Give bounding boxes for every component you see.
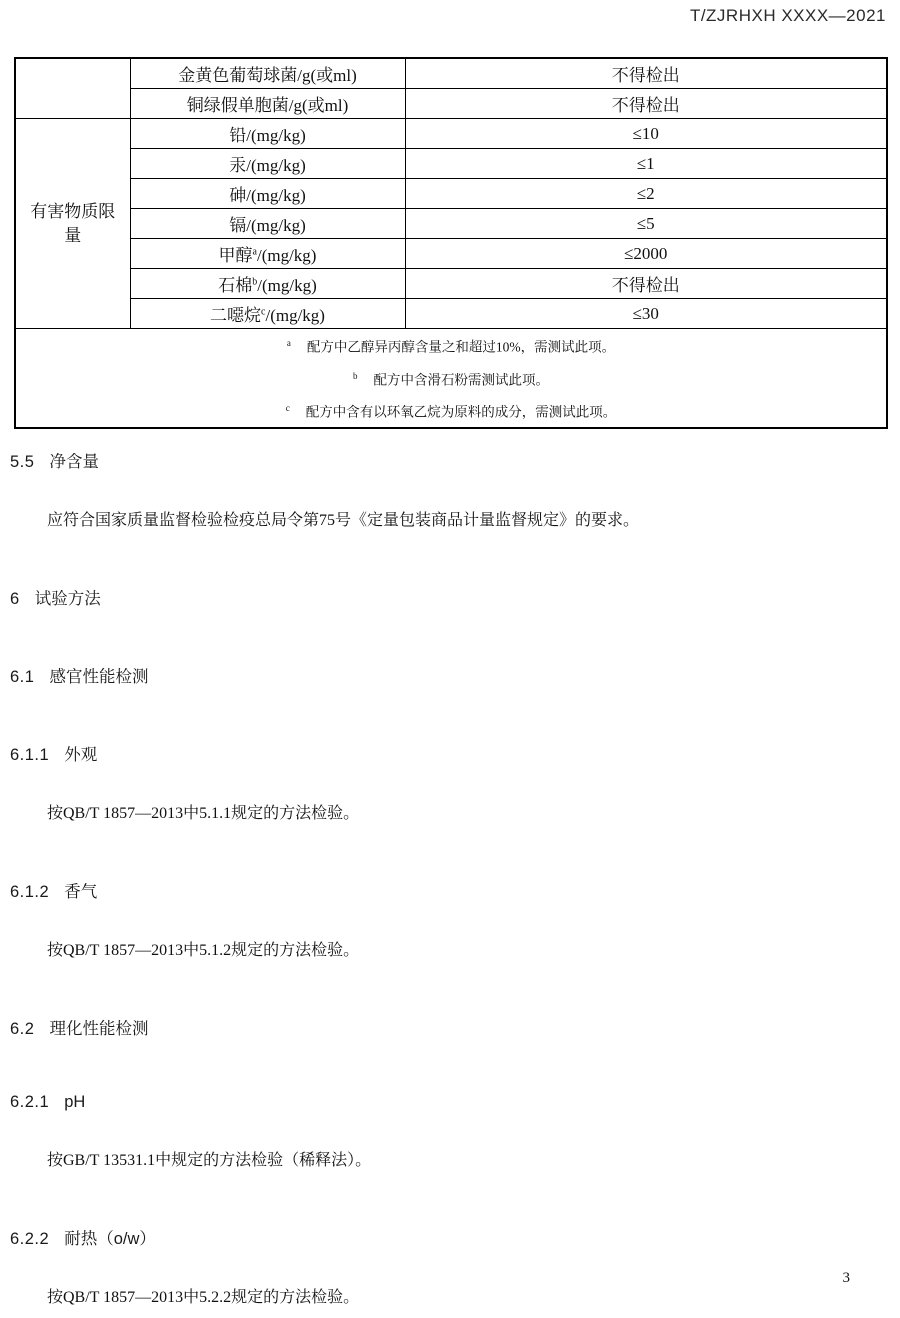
table-row (15, 89, 887, 119)
item-cell: 镉/(mg/kg) (130, 209, 405, 239)
footnote-text: 配方中含滑石粉需测试此项。 (373, 372, 549, 387)
value-cell: ≤30 (405, 299, 887, 329)
item-cell: 石棉$^b$/(mg/kg) (130, 269, 405, 299)
footnote-marker-ref: b (252, 276, 258, 288)
item-cell: 铜绿假单胞菌/g(或ml) (130, 89, 405, 119)
heading-number: 6 (10, 590, 20, 608)
group-cell (15, 119, 130, 329)
sections (10, 448, 886, 1308)
body-paragraph: 按QB/T 1857—2013中5.2.2规定的方法检验。 (47, 1289, 360, 1306)
section-heading-6 (10, 585, 886, 609)
section-heading-6.1 (10, 663, 886, 687)
heading-label: 耐热（o/w） (64, 1230, 156, 1248)
heading-number: 6.2.1 (10, 1093, 50, 1111)
footnote (16, 362, 886, 395)
section-heading-6.1.1 (10, 741, 886, 765)
body-paragraph: 按GB/T 13531.1中规定的方法检验（稀释法）。 (47, 1152, 372, 1169)
value-cell: 不得检出 (405, 269, 887, 299)
value-cell: 不得检出 (405, 58, 887, 89)
value-cell: ≤2 (405, 179, 887, 209)
footnotes-row (15, 329, 887, 428)
item-cell: 铅/(mg/kg) (130, 119, 405, 149)
group-label: 有害物质限量 (30, 201, 116, 245)
limits-table (14, 57, 888, 429)
value-cell: ≤2000 (405, 239, 887, 269)
table-row (15, 209, 887, 239)
heading-label: 理化性能检测 (49, 1020, 149, 1038)
heading-number: 6.2.2 (10, 1230, 50, 1248)
footnote-text: 配方中含有以环氧乙烷为原料的成分，需测试此项。 (305, 404, 617, 420)
heading-number: 6.1.1 (10, 746, 50, 764)
footnote (16, 329, 886, 362)
table-row (15, 179, 887, 209)
item-cell: 二噁烷$^c$/(mg/kg) (130, 299, 405, 329)
footnote-marker-ref: a (252, 246, 257, 258)
section-heading-6.2.1 (10, 1093, 886, 1112)
section-heading-6.2.2 (10, 1225, 886, 1249)
heading-label: 净含量 (49, 453, 99, 471)
table-row (15, 269, 887, 299)
section-heading-6.2 (10, 1015, 886, 1039)
footnote-marker: a (286, 338, 291, 348)
value-cell: ≤10 (405, 119, 887, 149)
heading-number: 6.1 (10, 668, 35, 686)
table-row (15, 239, 887, 269)
value-cell: ≤1 (405, 149, 887, 179)
heading-number: 6.2 (10, 1020, 35, 1038)
heading-label: 感官性能检测 (49, 668, 149, 686)
heading-number: 6.1.2 (10, 883, 50, 901)
footnote (16, 394, 886, 427)
standard-number: T/ZJRHXH XXXX—2021 (689, 6, 886, 25)
footnote-marker: c (285, 403, 290, 413)
section-heading-6.1.2 (10, 878, 886, 902)
body-paragraph: 按QB/T 1857—2013中5.1.1规定的方法检验。 (47, 805, 360, 822)
footnote-marker-ref: c (261, 306, 266, 318)
table-row (15, 58, 887, 89)
heading-number: 5.5 (10, 453, 35, 471)
doc-header (690, 6, 886, 26)
body-paragraph: 按QB/T 1857—2013中5.1.2规定的方法检验。 (47, 942, 360, 959)
value-cell: ≤5 (405, 209, 887, 239)
page-number: 3 (842, 1270, 850, 1286)
table-row (15, 119, 887, 149)
item-cell: 汞/(mg/kg) (130, 149, 405, 179)
item-cell: 砷/(mg/kg) (130, 179, 405, 209)
heading-label: pH (64, 1093, 86, 1111)
group-cell (15, 58, 130, 119)
heading-label: 试验方法 (34, 590, 101, 608)
footnote-marker: b (353, 370, 358, 381)
item-cell: 金黄色葡萄球菌/g(或ml) (130, 58, 405, 89)
heading-label: 外观 (64, 746, 98, 764)
body-paragraph: 应符合国家质量监督检验检疫总局令第75号《定量包装商品计量监督规定》的要求。 (47, 512, 640, 529)
table-row (15, 299, 887, 329)
footnotes-cell (15, 329, 887, 428)
value-cell: 不得检出 (405, 89, 887, 119)
item-cell: 甲醇$^a$/(mg/kg) (130, 239, 405, 269)
footnote-text: 配方中乙醇异丙醇含量之和超过10%，需测试此项。 (306, 339, 616, 355)
heading-label: 香气 (64, 883, 98, 901)
table-row (15, 149, 887, 179)
section-heading-5.5 (10, 448, 886, 472)
